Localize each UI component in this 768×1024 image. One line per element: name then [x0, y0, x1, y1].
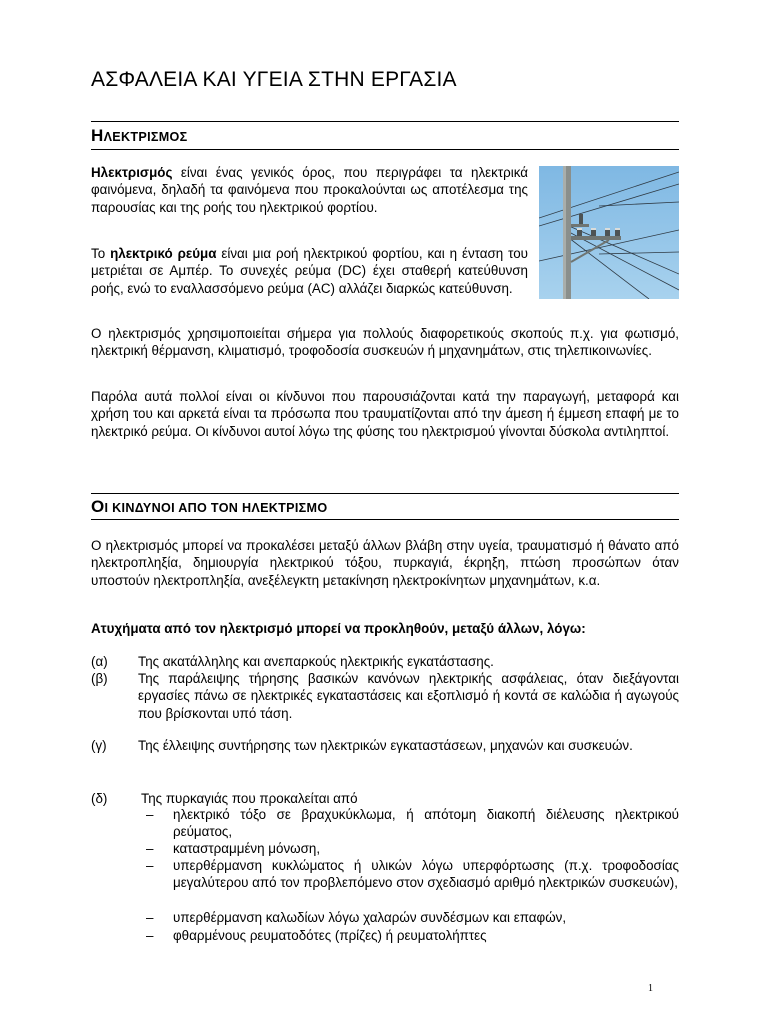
heading-initial: Η [91, 126, 104, 145]
paragraph-hazards-intro: Ο ηλεκτρισμός μπορεί να προκαλέσει μεταξύ άλλων βλάβη στην υγεία, τραυματισμό ή θάνατο από ηλεκτροπληξία, δημιουργία ηλεκτρικού τόξου, πυρκαγιά, έκρηξη, πτώση προσώπων όταν υποστούν ηλεκτροπληξία, ανεξέλεγκτη μετακίνηση ηλεκτροκίνητων μηχανημάτων, κ.α. [91, 538, 679, 588]
heading-rest: Ι ΚΙΝΔΥΝΟΙ ΑΠΟ ΤΟΝ ΗΛΕΚΤΡΙΣΜΟ [104, 501, 328, 515]
term-electricity: Ηλεκτρισμός [91, 165, 173, 180]
list-item-text: Της ακατάλληλης και ανεπαρκούς ηλεκτρικής εγκατάστασης. [138, 654, 494, 669]
list-marker: (β) [91, 671, 108, 686]
dash-marker: – [146, 928, 154, 943]
current-intro: Το [91, 246, 111, 261]
accidents-caused-heading: Ατυχήματα από τον ηλεκτρισμό μπορεί να προκληθούν, μεταξύ άλλων, λόγω: [91, 621, 586, 636]
sub-list-item-text: ηλεκτρικό τόξο σε βραχυκύκλωμα, ή απότομη διακοπή διέλευσης ηλεκτρικού ρεύματος, [173, 807, 679, 840]
section-heading-electrical-hazards [91, 493, 679, 520]
definition-text: είναι ένας γενικός όρος, που περιγράφει τα ηλεκτρικά φαινόμενα, δηλαδή τα φαινόμενα που προκαλούνται ως αποτέλεσμα της παρουσίας και της ροής του ηλεκτρικού φορτίου. [91, 165, 528, 215]
dash-marker: – [146, 841, 154, 856]
list-marker: (γ) [91, 738, 107, 753]
sub-list-item-text: υπερθέρμανση καλωδίων λόγω χαλαρών συνδέσμων και επαφών, [173, 910, 567, 925]
power-pole-icon [539, 166, 679, 299]
dash-marker: – [146, 858, 154, 873]
list-item-text: Της έλλειψης συντήρησης των ηλεκτρικών εγκαταστάσεων, μηχανών και συσκευών. [138, 738, 633, 753]
list-marker: (δ) [91, 791, 108, 806]
paragraph-electricity-uses: Ο ηλεκτρισμός χρησιμοποιείται σήμερα για πολλούς διαφορετικούς σκοπούς π.χ. για φωτισμό, ηλεκτρική θέρμανση, κλιματισμό, τροφοδοσία συσκευών ή μηχανημάτων, στις τηλεπικοινωνίες. [91, 326, 679, 359]
list-marker: (α) [91, 654, 108, 669]
dash-marker: – [146, 807, 154, 822]
heading-initial: Ο [91, 497, 105, 516]
sub-list-item-text: φθαρμένους ρευματοδότες (πρίζες) ή ρευματολήπτες [173, 928, 487, 943]
paragraph-electricity-definition [91, 164, 528, 216]
section-heading-electricity [91, 121, 679, 150]
paragraph-electricity-dangers: Παρόλα αυτά πολλοί είναι οι κίνδυνοι που παρουσιάζονται κατά την παραγωγή, μεταφορά και χρήση του και αρκετά είναι τα πρόσωπα που τραυματίζονται από την άμεση ή έμμεση επαφή με το ηλεκτρικό ρεύμα. Οι κίνδυνοι αυτοί λόγω της φύσης του ηλεκτρισμού γίνονται δύσκολα αντιληπτοί. [91, 389, 679, 439]
paragraph-electric-current [91, 245, 528, 297]
list-item-text: Της πυρκαγιάς που προκαλείται από [141, 791, 358, 806]
sub-list-item-text: καταστραμμένη μόνωση, [173, 841, 321, 856]
current-text: είναι μια ροή ηλεκτρικού φορτίου, και η ένταση του μετριέται σε Αμπέρ. Το συνεχές ρεύμα (DC) έχει σταθερή κατεύθυνση ροής, ενώ το εναλλασσόμενο ρεύμα (AC) αλλάζει διαρκώς κατεύθυνση. [91, 246, 529, 296]
page-title: ΑΣΦΑΛΕΙΑ ΚΑΙ ΥΓΕΙΑ ΣΤΗΝ ΕΡΓΑΣΙΑ [91, 68, 457, 91]
heading-rest: ΛΕΚΤΡΙΣΜΟΣ [103, 130, 188, 144]
term-electric-current: ηλεκτρικό ρεύμα [110, 246, 217, 261]
page-number: 1 [648, 983, 653, 994]
list-item-text: Της παράλειψης τήρησης βασικών κανόνων ηλεκτρικής ασφάλειας, όταν διεξάγονται εργασίες πάνω σε ηλεκτρικές εγκαταστάσεις και εξοπλισμό ή κοντά σε καλώδια ή αγωγούς που βρίσκονται υπό τάση. [138, 671, 679, 721]
dash-marker: – [146, 910, 154, 925]
power-pole-photo [539, 166, 679, 299]
sub-list-item-text: υπερθέρμανση κυκλώματος ή υλικών λόγω υπερφόρτωσης (π.χ. τροφοδοσίας μεγαλύτερου από τον προβλεπόμενο στον σχεδιασμό αριθμό ηλεκτρικών συσκευών), [173, 858, 679, 891]
